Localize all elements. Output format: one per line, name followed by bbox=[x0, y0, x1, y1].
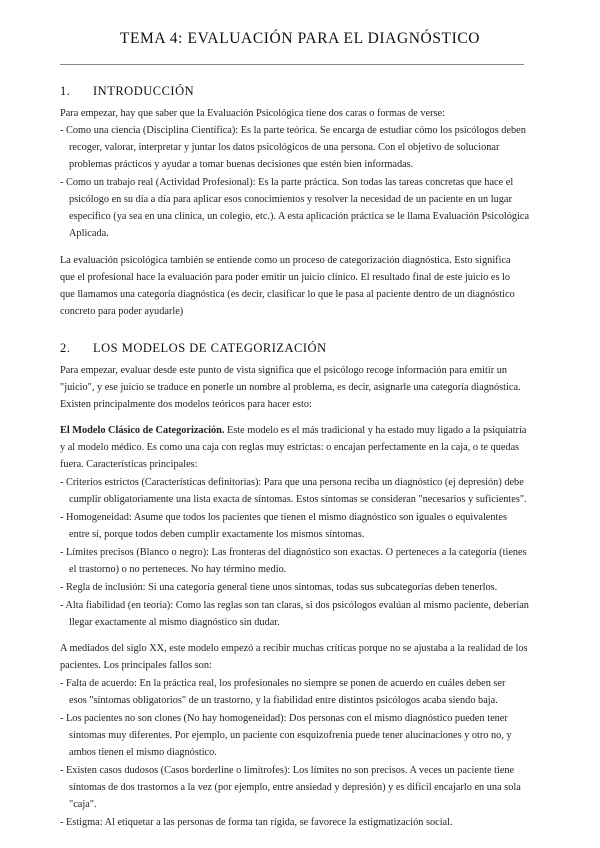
feature-line: - Homogeneidad: Asume que todos los pacientes que tienen el mismo diagnóstico son iguales o equivalentes bbox=[60, 512, 507, 523]
failure-line: ambos tienen el mismo diagnóstico. bbox=[69, 747, 217, 758]
model-description: Este modelo es el más tradicional y ha estado muy ligado a la psiquiatría bbox=[224, 425, 527, 436]
title-divider bbox=[60, 64, 524, 65]
failure-line: - Existen casos dudosos (Casos borderline o limítrofes): Los límites no son precisos. A veces un paciente tiene bbox=[60, 765, 515, 776]
paragraph-line: que llamamos una categoría diagnóstica (es decir, clasificar lo que le pasa al paciente dentro de un diagnóstico bbox=[60, 289, 515, 300]
model-name: El Modelo Clásico de Categorización. bbox=[60, 425, 225, 436]
page-title: TEMA 4: EVALUACIÓN PARA EL DIAGNÓSTICO bbox=[119, 30, 481, 47]
failure-line: - Los pacientes no son clones (No hay homogeneidad): Dos personas con el mismo diagnóstico pueden tener bbox=[60, 713, 508, 724]
paragraph-line: pacientes. Los principales fallos son: bbox=[60, 660, 212, 671]
paragraph-line: Para empezar, evaluar desde este punto de vista significa que el psicólogo recoge información para emitir un bbox=[60, 365, 508, 376]
section-2-number: 2. bbox=[60, 341, 71, 355]
paragraph-line: A mediados del siglo XX, este modelo empezó a recibir muchas críticas porque no se ajustaba a la realidad de los bbox=[60, 643, 528, 654]
bullet-line: específico (ya sea en una clínica, un colegio, etc.). A esta aplicación práctica se le llama Evaluación Psicológica bbox=[69, 211, 530, 222]
failure-line: - Estigma: Al etiquetar a las personas de forma tan rígida, se favorece la estigmatización social. bbox=[60, 817, 453, 828]
intro-line: Para empezar, hay que saber que la Evaluación Psicológica tiene dos caras o formas de verse: bbox=[60, 108, 445, 119]
paragraph-line: Existen principalmente dos modelos teóricos para hacer esto: bbox=[60, 399, 312, 410]
model-line: fuera. Características principales: bbox=[60, 459, 198, 470]
failure-line: síntomas muy diferentes. Por ejemplo, un paciente con esquizofrenia puede tener alucinaciones y otro no, y bbox=[69, 730, 512, 741]
feature-line: llegar exactamente al mismo diagnóstico sin dudar. bbox=[69, 617, 280, 628]
section-2-title: LOS MODELOS DE CATEGORIZACIÓN bbox=[93, 341, 327, 355]
section-1-heading bbox=[60, 84, 194, 99]
paragraph-line: que el profesional hace la evaluación para poder emitir un juicio clínico. El resultado final de este juicio es lo bbox=[60, 272, 511, 283]
bullet-line: psicólogo en su día a día para aplicar esos conocimientos y resolver la necesidad de un paciente en un lugar bbox=[69, 194, 512, 205]
model-line: y al modelo médico. Es como una caja con reglas muy estrictas: o encajan perfectamente en la caja, o te quedas bbox=[60, 442, 520, 453]
section-1-title: INTRODUCCIÓN bbox=[93, 84, 195, 98]
section-2-heading bbox=[60, 341, 327, 356]
feature-line: entre sí, porque todos deben cumplir exactamente los mismos síntomas. bbox=[69, 529, 365, 540]
bullet-line: - Como una ciencia (Disciplina Científica): Es la parte teórica. Se encarga de estudiar cómo los psicólogos deben bbox=[60, 125, 526, 136]
failure-line: "caja". bbox=[69, 799, 97, 810]
bullet-line: Aplicada. bbox=[69, 228, 109, 239]
failure-line: síntomas de dos trastornos a la vez (por ejemplo, entre ansiedad y depresión) y es difícil encajarlo en una sola bbox=[69, 782, 521, 793]
model-line bbox=[60, 425, 526, 437]
failure-line: - Falta de acuerdo: En la práctica real, los profesionales no siempre se ponen de acuerdo en cuáles deben ser bbox=[60, 678, 506, 689]
feature-line: - Criterios estrictos (Características definitorias): Para que una persona reciba un diagnóstico (ej depresión) debe bbox=[60, 477, 524, 488]
paragraph-line: concreto para poder ayudarle) bbox=[60, 306, 184, 317]
failure-line: esos "síntomas obligatorios" de un trastorno, y la fiabilidad entre distintos psicólogos acaba siendo baja. bbox=[69, 695, 498, 706]
feature-line: - Regla de inclusión: Si una categoría general tiene unos síntomas, todas sus subcategorías deben tenerlos. bbox=[60, 582, 498, 593]
feature-line: - Alta fiabilidad (en teoría): Como las reglas son tan claras, si dos psicólogos evalúan al mismo paciente, deberían bbox=[60, 600, 529, 611]
feature-line: el trastorno) o no perteneces. No hay término medio. bbox=[69, 564, 287, 575]
feature-line: - Límites precisos (Blanco o negro): Las fronteras del diagnóstico son exactas. O perteneces a la categoría (tienes bbox=[60, 547, 527, 558]
bullet-line: recoger, valorar, interpretar y juntar los datos psicológicos de una persona. Con el objetivo de solucionar bbox=[69, 142, 500, 153]
bullet-line: - Como un trabajo real (Actividad Profesional): Es la parte práctica. Son todas las tareas concretas que hace el bbox=[60, 177, 514, 188]
feature-line: cumplir obligatoriamente una lista exacta de síntomas. Estos síntomas se consideran "necesarios y suficientes". bbox=[69, 494, 527, 505]
bullet-line: problemas prácticos y ayudar a tomar buenas decisiones que estén bien informadas. bbox=[69, 159, 414, 170]
paragraph-line: "juicio", y ese juicio se traduce en ponerle un nombre al problema, es decir, asignarle una categoría diagnóstica. bbox=[60, 382, 521, 393]
section-1-number: 1. bbox=[60, 84, 71, 98]
paragraph-line: La evaluación psicológica también se entiende como un proceso de categorización diagnóstica. Esto significa bbox=[60, 255, 511, 266]
